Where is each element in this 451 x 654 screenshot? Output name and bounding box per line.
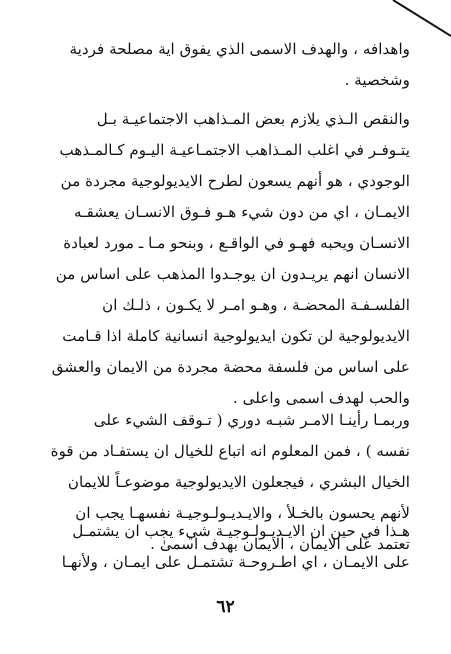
text-line: هـذا في حين ان الايـديـولـوجيـة شيء يجب ان يشتمـل [72,522,410,540]
text-line: الوجودي ، هو أنهم يسعون لطرح الايديولوجية مجردة من [60,172,410,190]
text-line: الخيال البشري ، فيجعلون الايديولوجية موضوعـاً للايمان [67,473,410,491]
corner-stroke-line [393,0,451,36]
text-line: واهدافه ، والهدف الاسمى الذي يفوق اية مصلحة فردية [69,40,410,58]
text-line: والنقص الـذي يلازم بعض المـذاهب الاجتماعيـة بـل [96,110,410,128]
text-line: تعتمد على الايمان ، الايمان بهدف اسمىٰ . [150,535,410,553]
text-line: وربمـا رأينـا الامـر شبـه دوري ( تـوقف الشيء على [93,411,410,429]
text-line: والحب لهدف اسمى واعلى . [232,389,410,407]
text-line: على الايمـان ، اي اطـروحـة تشتمـل على ايمـان ، ولأنهـا [61,553,410,571]
paragraph-4 [50,516,410,578]
paragraph-1 [50,34,410,96]
text-line: الانسان انهم يريـدون ان يوجـدوا المذهب على اساس من [55,265,410,283]
text-line: يتـوفـر في اغلب المـذاهب الاجتمـاعيـة اليـوم كـالمـذهب [59,141,410,159]
text-line: نفسه ) ، فمن المعلوم انه اتباع للخيال ان يستفـاد من قوة [50,442,410,460]
paragraph-2 [50,104,410,414]
text-line: الانسـان ويحبه فهـو في الواقـع ، وبنحو مـا ـ مورد لعبادة [63,234,410,252]
text-line: الايمـان ، اي من دون شيء هـو فـوق الانسـان يعشقـه [74,203,410,221]
text-line: الفلسـفـة المحضـة ، وهـو امـر لا يكـون ، ذلـك ان [102,296,410,314]
text-line: الايديولوجية لن تكون ايديولوجية انسانية كاملة اذا قـامت [62,327,410,345]
text-line: لأنهم يحسون بالخـلأ ، والايـديـولـوجيـة نفسهـا يجب ان [75,504,410,522]
text-line: على اساس من فلسفة محضة مجردة من الايمان والعشق [51,358,410,376]
page-number: ٦٢ [216,597,235,617]
text-line: وشخصية . [344,71,410,89]
